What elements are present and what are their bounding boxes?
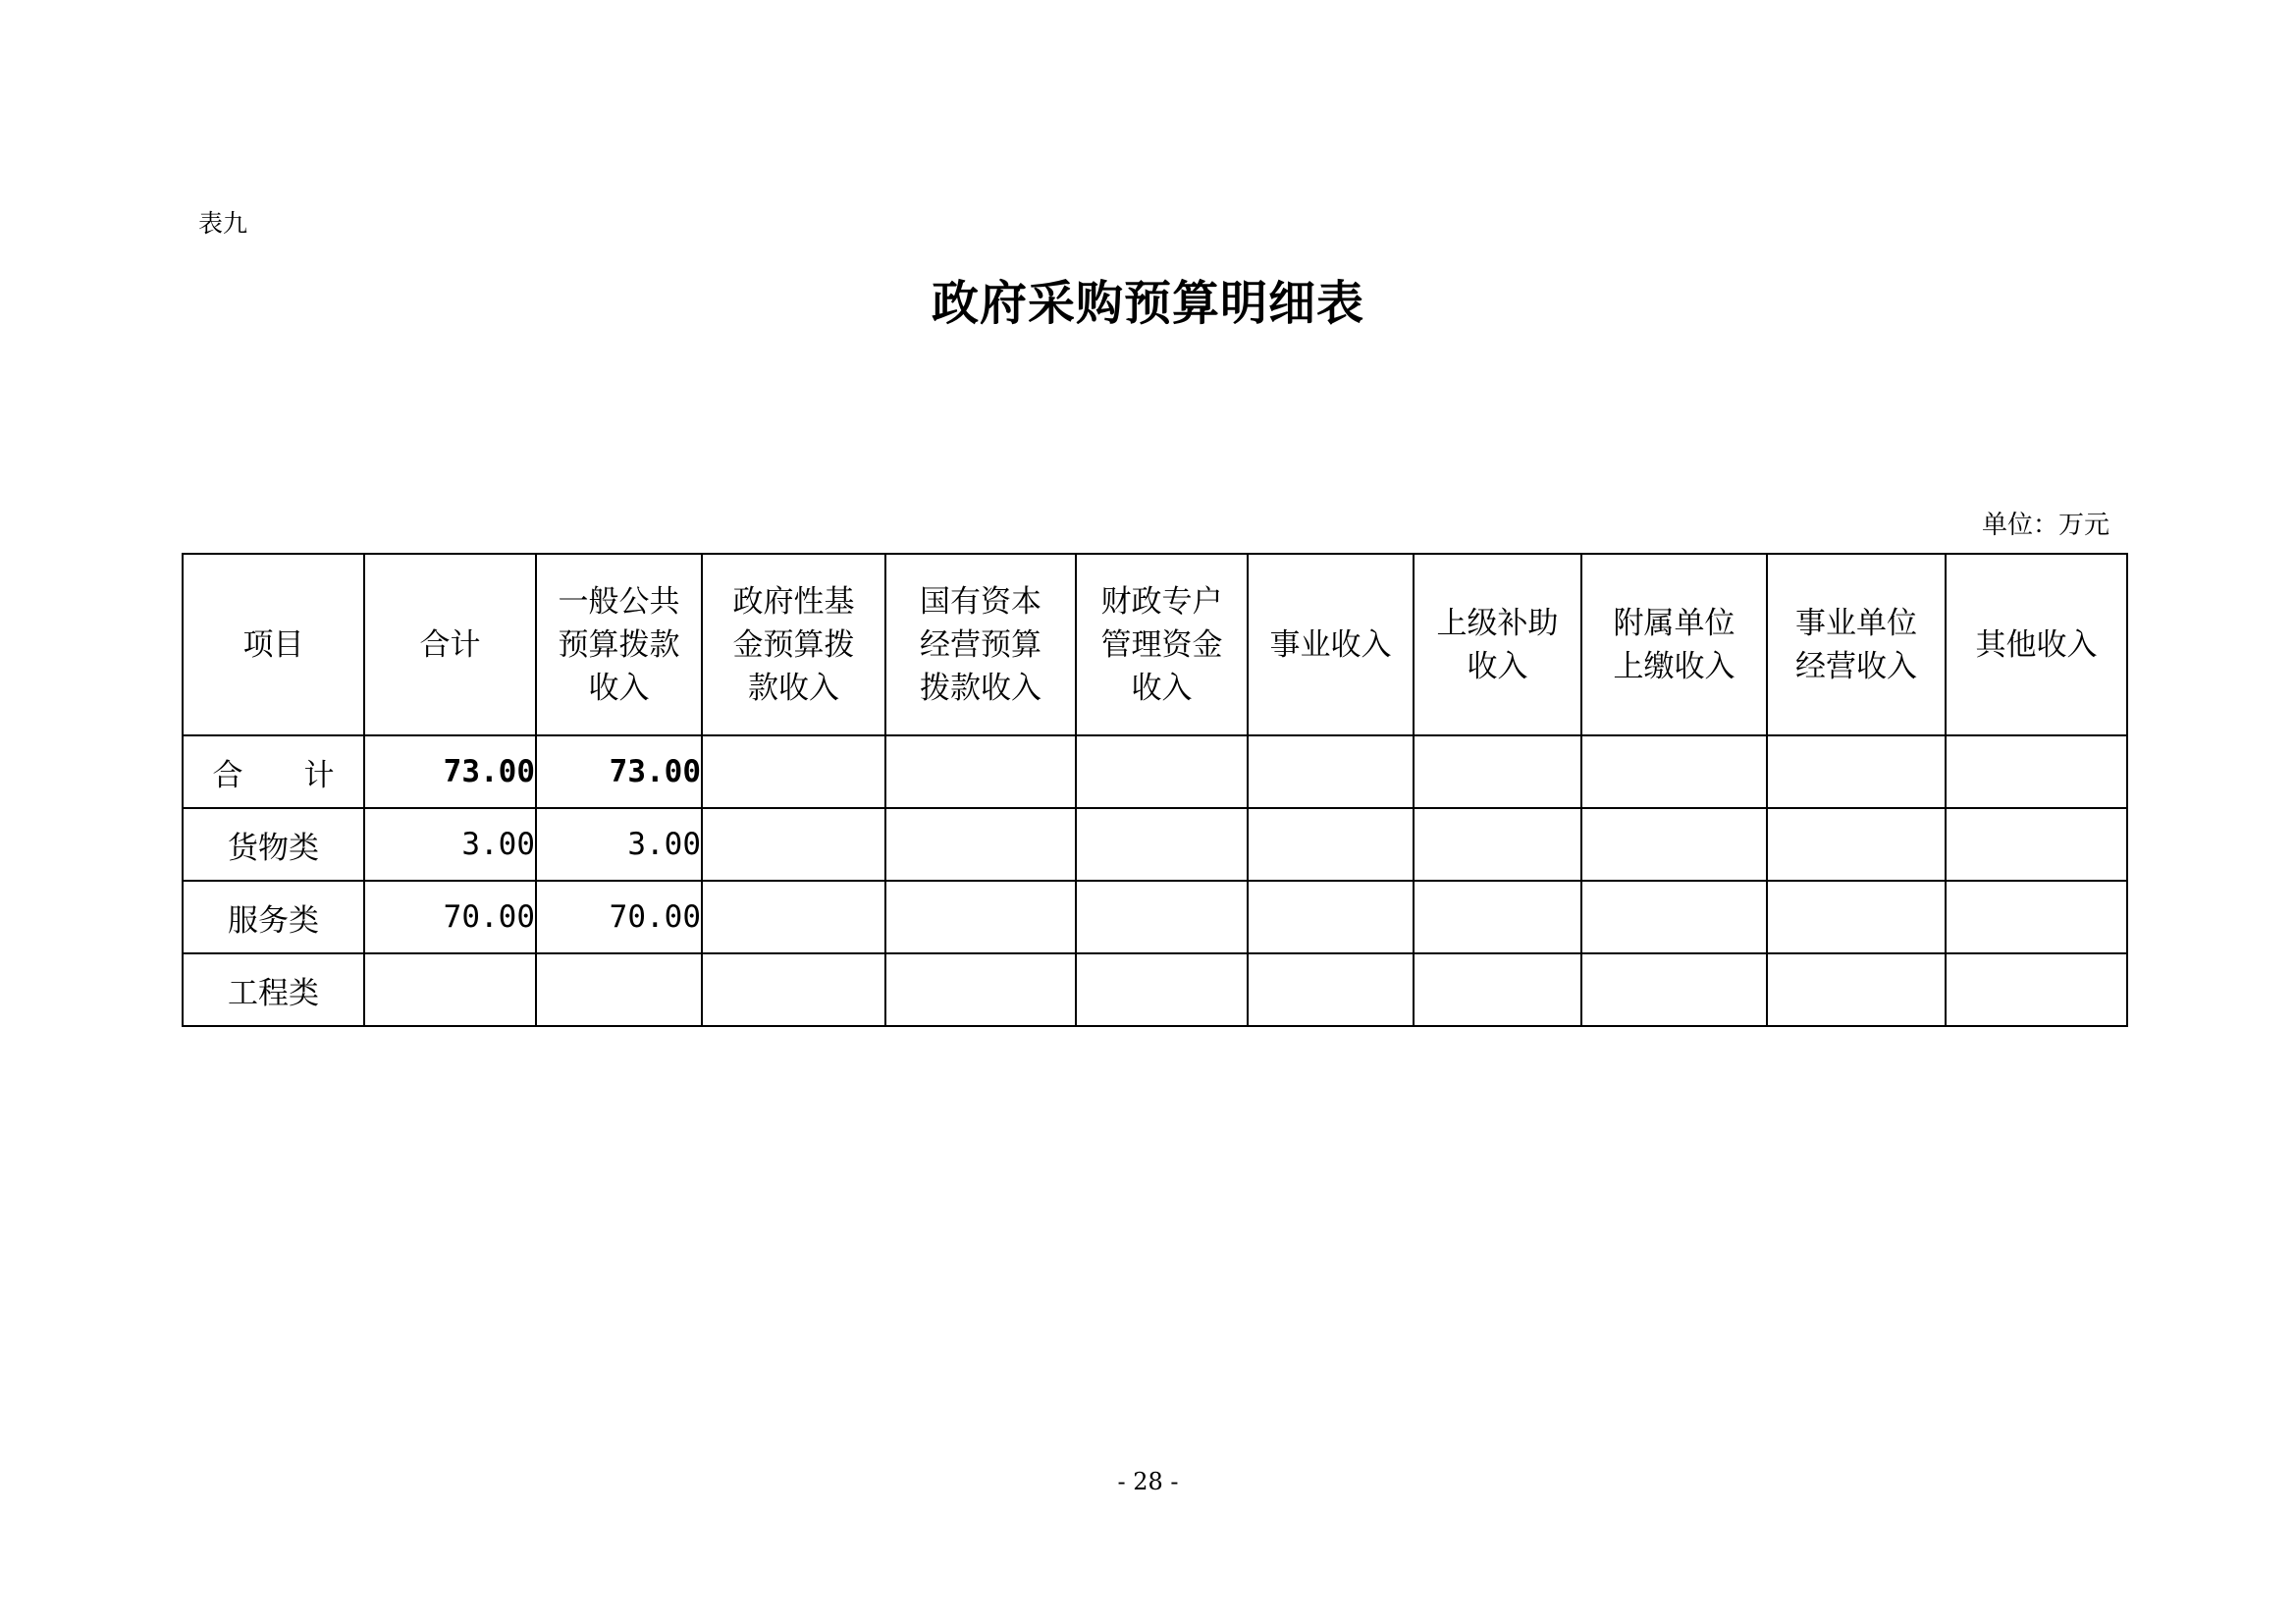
cell-business-income (1248, 881, 1414, 953)
header-affiliate-income (1581, 554, 1767, 735)
cell-affiliate-income (1581, 881, 1767, 953)
cell-general-budget: 3.00 (536, 808, 702, 881)
cell-business-income (1248, 953, 1414, 1026)
cell-operating-income (1767, 735, 1946, 808)
header-gov-fund-label: 政府性基 金预算拨 款收入 (732, 583, 855, 706)
header-general-budget (536, 554, 702, 735)
header-total (364, 554, 536, 735)
row-label: 货物类 (183, 808, 364, 881)
cell-total: 3.00 (364, 808, 536, 881)
cell-other-income (1946, 808, 2127, 881)
header-item (183, 554, 364, 735)
header-special-account-label: 财政专户 管理资金 收入 (1100, 583, 1223, 706)
row-label: 服务类 (183, 881, 364, 953)
header-other-income-label: 其他收入 (1975, 626, 2098, 663)
header-other-income (1946, 554, 2127, 735)
cell-business-income (1248, 808, 1414, 881)
page-number: - 28 - (1117, 1468, 1179, 1495)
header-gov-fund (702, 554, 885, 735)
cell-gov-fund (702, 953, 885, 1026)
header-general-budget-label: 一般公共 预算拨款 收入 (558, 583, 680, 706)
cell-operating-income (1767, 881, 1946, 953)
table-row-goods (183, 808, 2127, 881)
header-state-capital-label: 国有资本 经营预算 拨款收入 (920, 583, 1041, 706)
cell-superior-subsidy (1414, 881, 1581, 953)
page-title: 政府采购预算明细表 (931, 276, 1364, 331)
cell-state-capital (885, 735, 1076, 808)
cell-general-budget: 70.00 (536, 881, 702, 953)
cell-superior-subsidy (1414, 735, 1581, 808)
header-special-account (1076, 554, 1248, 735)
procurement-budget-table (182, 553, 2128, 1027)
header-operating-income-label: 事业单位 经营收入 (1795, 605, 1917, 684)
cell-business-income (1248, 735, 1414, 808)
table-header-row (183, 554, 2127, 735)
cell-total: 73.00 (364, 735, 536, 808)
cell-affiliate-income (1581, 953, 1767, 1026)
cell-other-income (1946, 953, 2127, 1026)
cell-affiliate-income (1581, 735, 1767, 808)
header-state-capital (885, 554, 1076, 735)
cell-state-capital (885, 808, 1076, 881)
cell-state-capital (885, 881, 1076, 953)
cell-other-income (1946, 881, 2127, 953)
unit-note: 单位：万元 (1981, 511, 2109, 540)
cell-superior-subsidy (1414, 808, 1581, 881)
row-label: 合 计 (183, 735, 364, 808)
table-row-engineering (183, 953, 2127, 1026)
cell-general-budget (536, 953, 702, 1026)
header-item-label: 项目 (242, 626, 304, 663)
cell-total: 70.00 (364, 881, 536, 953)
cell-state-capital (885, 953, 1076, 1026)
row-label: 工程类 (183, 953, 364, 1026)
cell-special-account (1076, 808, 1248, 881)
cell-gov-fund (702, 735, 885, 808)
header-superior-subsidy-label: 上级补助 收入 (1436, 605, 1559, 684)
header-business-income-label: 事业收入 (1269, 626, 1392, 663)
cell-operating-income (1767, 953, 1946, 1026)
header-operating-income (1767, 554, 1946, 735)
cell-special-account (1076, 953, 1248, 1026)
table-label: 表九 (198, 209, 248, 238)
cell-gov-fund (702, 881, 885, 953)
cell-general-budget: 73.00 (536, 735, 702, 808)
cell-operating-income (1767, 808, 1946, 881)
cell-special-account (1076, 735, 1248, 808)
cell-total (364, 953, 536, 1026)
cell-other-income (1946, 735, 2127, 808)
cell-superior-subsidy (1414, 953, 1581, 1026)
header-affiliate-income-label: 附属单位 上缴收入 (1613, 605, 1735, 684)
cell-special-account (1076, 881, 1248, 953)
cell-affiliate-income (1581, 808, 1767, 881)
header-business-income (1248, 554, 1414, 735)
table-row-services (183, 881, 2127, 953)
cell-gov-fund (702, 808, 885, 881)
header-superior-subsidy (1414, 554, 1581, 735)
table-row-total (183, 735, 2127, 808)
header-total-label: 合计 (419, 626, 481, 663)
